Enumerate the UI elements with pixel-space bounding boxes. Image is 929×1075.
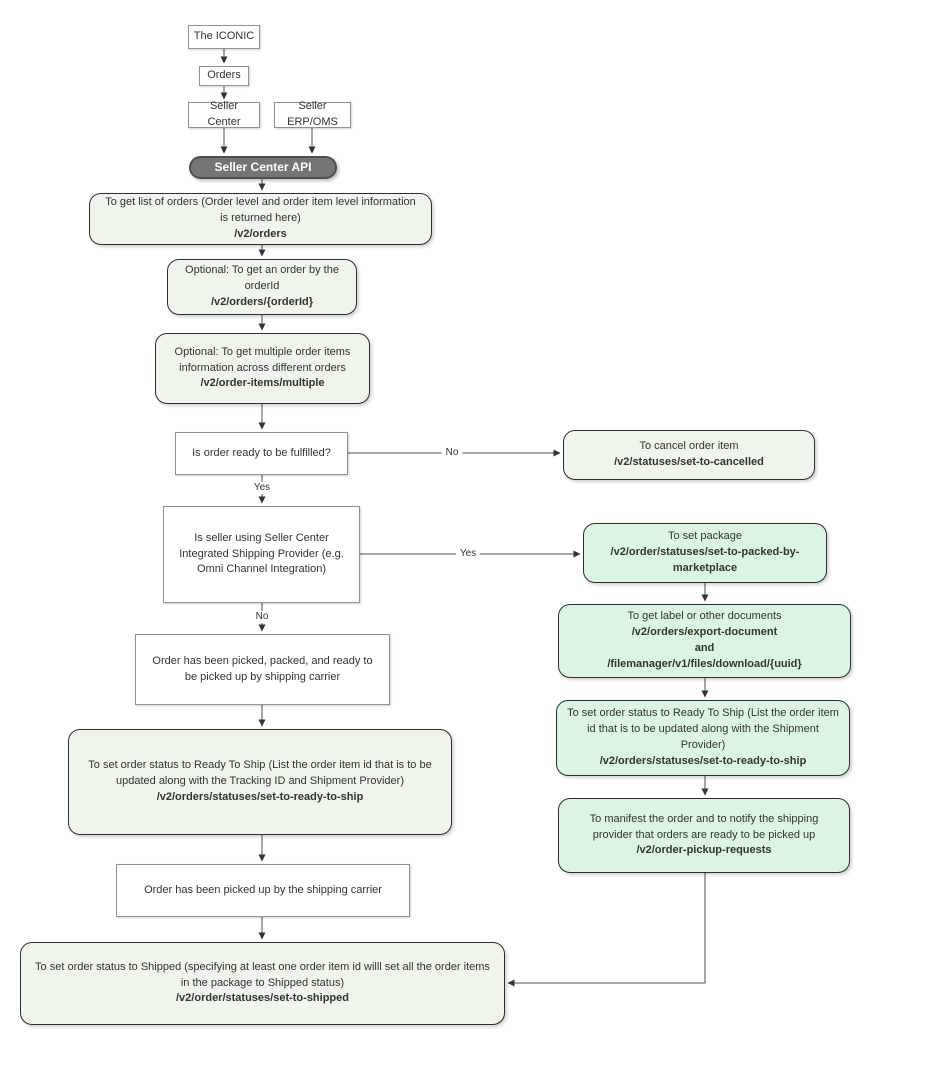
node-get-order-by-id-text: Optional: To get an order by the orderId — [185, 264, 339, 293]
node-get-order-items-multiple — [155, 333, 370, 404]
node-seller-center-api — [189, 156, 337, 179]
edge-label-no-integrated: No — [252, 611, 273, 623]
node-picked-packed-text: Order has been picked, packed, and ready to be picked up by shipping carrier — [152, 654, 373, 683]
node-get-order-items-multiple-endpoint: /v2/order-items/multiple — [200, 377, 325, 390]
node-get-label-documents-endpoint: /v2/orders/export-document — [631, 626, 778, 639]
node-get-order-by-id — [167, 259, 357, 315]
decision-integrated-shipping-text: Is seller using Seller Center Integrated Shipping Provider (e.g. Omni Channel Integration) — [179, 531, 344, 576]
node-cancel-order-item-endpoint: /v2/statuses/set-to-cancelled — [614, 456, 764, 468]
edge-manifest-shipped — [508, 873, 705, 983]
node-set-ready-to-ship-right-endpoint: /v2/orders/statuses/set-to-ready-to-ship — [599, 754, 807, 767]
node-set-ready-to-ship-left-endpoint: /v2/orders/statuses/set-to-ready-to-ship — [156, 790, 364, 803]
node-manifest-order-endpoint: /v2/order-pickup-requests — [636, 844, 772, 857]
node-the-iconic — [188, 25, 260, 49]
edge-label-no-cancel: No — [442, 447, 463, 459]
decision-integrated-shipping — [163, 506, 360, 603]
node-set-package-endpoint: /v2/order/statuses/set-to-packed-by-marketplace — [610, 546, 800, 574]
node-get-order-items-multiple-text: Optional: To get multiple order items information across different orders — [174, 345, 351, 374]
node-cancel-order-item — [563, 430, 815, 480]
node-get-order-by-id-endpoint: /v2/orders/{orderId} — [210, 295, 314, 308]
node-get-label-documents — [558, 604, 851, 678]
node-set-shipped — [20, 942, 505, 1025]
node-set-ready-to-ship-left — [68, 729, 452, 835]
node-orders — [199, 66, 249, 86]
node-set-package-text: To set package — [668, 530, 742, 543]
node-manifest-order-text: To manifest the order and to notify the shipping provider that orders are ready to be picked up — [589, 812, 819, 841]
node-manifest-order — [558, 798, 850, 873]
decision-order-ready — [175, 432, 348, 475]
node-get-orders-endpoint: /v2/orders — [234, 227, 287, 240]
decision-order-ready-text: Is order ready to be fulfilled? — [192, 446, 331, 459]
node-get-label-documents-text: To get label or other documents — [627, 610, 782, 623]
node-set-package — [583, 523, 827, 583]
node-picked-packed — [135, 634, 390, 705]
node-orders-label: Orders — [207, 69, 241, 82]
node-picked-up-text: Order has been picked up by the shipping carrier — [144, 883, 382, 896]
node-the-iconic-label: The ICONIC — [193, 30, 255, 43]
node-set-ready-to-ship-right-text: To set order status to Ready To Ship (List the order item id that is to be updated along with the Shipment Provider) — [567, 707, 839, 751]
node-set-ready-to-ship-left-text: To set order status to Ready To Ship (List the order item id that is to be updated along with the Tracking ID and Shipment Provider) — [88, 759, 432, 788]
node-seller-center — [188, 102, 260, 128]
edge-label-yes-integrated: Yes — [456, 548, 480, 560]
node-seller-erp-oms — [274, 102, 351, 128]
node-get-label-documents-conjunction: and — [694, 642, 715, 654]
node-set-shipped-endpoint: /v2/order/statuses/set-to-shipped — [176, 992, 349, 1005]
node-set-shipped-text: To set order status to Shipped (specifying at least one order item id willl set all the order items in the package to Shipped status) — [35, 960, 490, 989]
node-cancel-order-item-text: To cancel order item — [639, 440, 739, 453]
node-seller-center-api-label: Seller Center API — [214, 159, 312, 174]
edge-label-yes-fulfil: Yes — [250, 482, 274, 494]
node-set-ready-to-ship-right — [556, 700, 850, 776]
node-picked-up — [116, 864, 410, 917]
node-get-orders-text: To get list of orders (Order level and order item level information is returned here) — [105, 196, 416, 225]
node-seller-erp-oms-label: Seller ERP/OMS — [287, 100, 338, 128]
node-seller-center-label: Seller Center — [207, 100, 241, 128]
node-get-label-documents-endpoint2: /filemanager/v1/files/download/{uuid} — [607, 657, 802, 670]
node-get-orders — [89, 193, 432, 245]
